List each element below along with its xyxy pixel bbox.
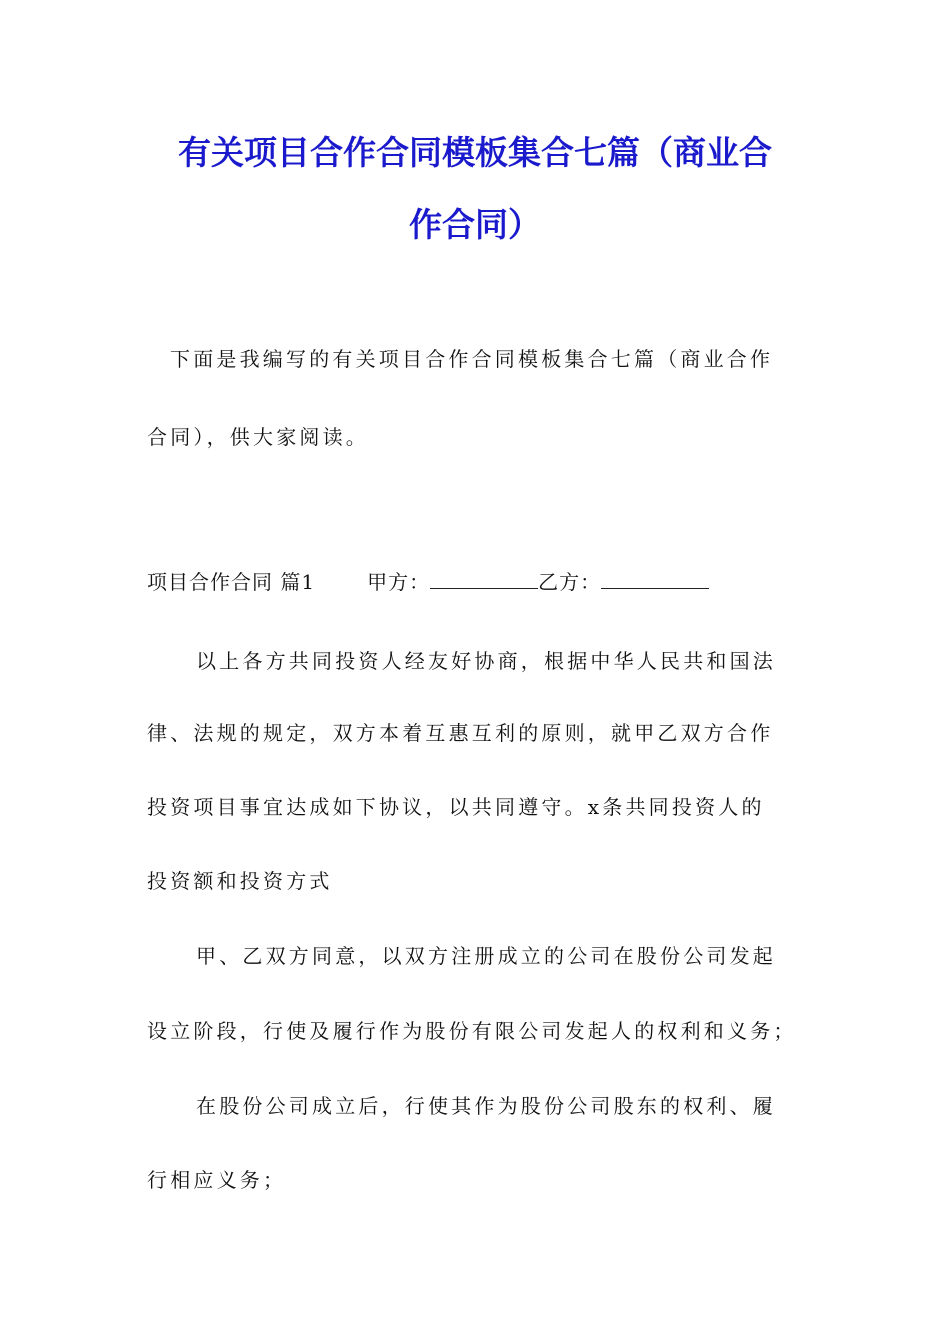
- paragraph-2-line-2: 设立阶段，行使及履行作为股份有限公司发起人的权利和义务；: [147, 1019, 797, 1043]
- paragraph-1-line-3: 投资项目事宜达成如下协议，以共同遵守。x条共同投资人的: [147, 795, 765, 819]
- paragraph-2-line-1: 甲、乙双方同意，以双方注册成立的公司在股份公司发起: [196, 944, 776, 968]
- paragraph-1-line-1: 以上各方共同投资人经友好协商，根据中华人民共和国法: [196, 649, 776, 673]
- section-heading: 项目合作合同 篇1: [147, 570, 316, 594]
- paragraph-3-line-1: 在股份公司成立后，行使其作为股份公司股东的权利、履: [196, 1094, 776, 1118]
- document-title-line-1: 有关项目合作合同模板集合七篇（商业合: [178, 133, 772, 172]
- party-a-blank: [430, 570, 538, 589]
- paragraph-3-line-2: 行相应义务；: [147, 1168, 287, 1192]
- party-b-blank: [601, 570, 709, 589]
- document-title-line-2: 作合同）: [409, 205, 541, 244]
- paragraph-1-line-4: 投资额和投资方式: [147, 869, 333, 893]
- party-b-label: 乙方：: [538, 570, 602, 594]
- party-a-label: 甲方：: [367, 570, 431, 594]
- intro-line-1: 下面是我编写的有关项目合作合同模板集合七篇（商业合作: [170, 347, 774, 371]
- paragraph-1-line-2: 律、法规的规定，双方本着互惠互利的原则，就甲乙双方合作: [147, 721, 774, 745]
- intro-line-2: 合同），供大家阅读。: [147, 425, 369, 449]
- section-heading-row: [147, 568, 807, 596]
